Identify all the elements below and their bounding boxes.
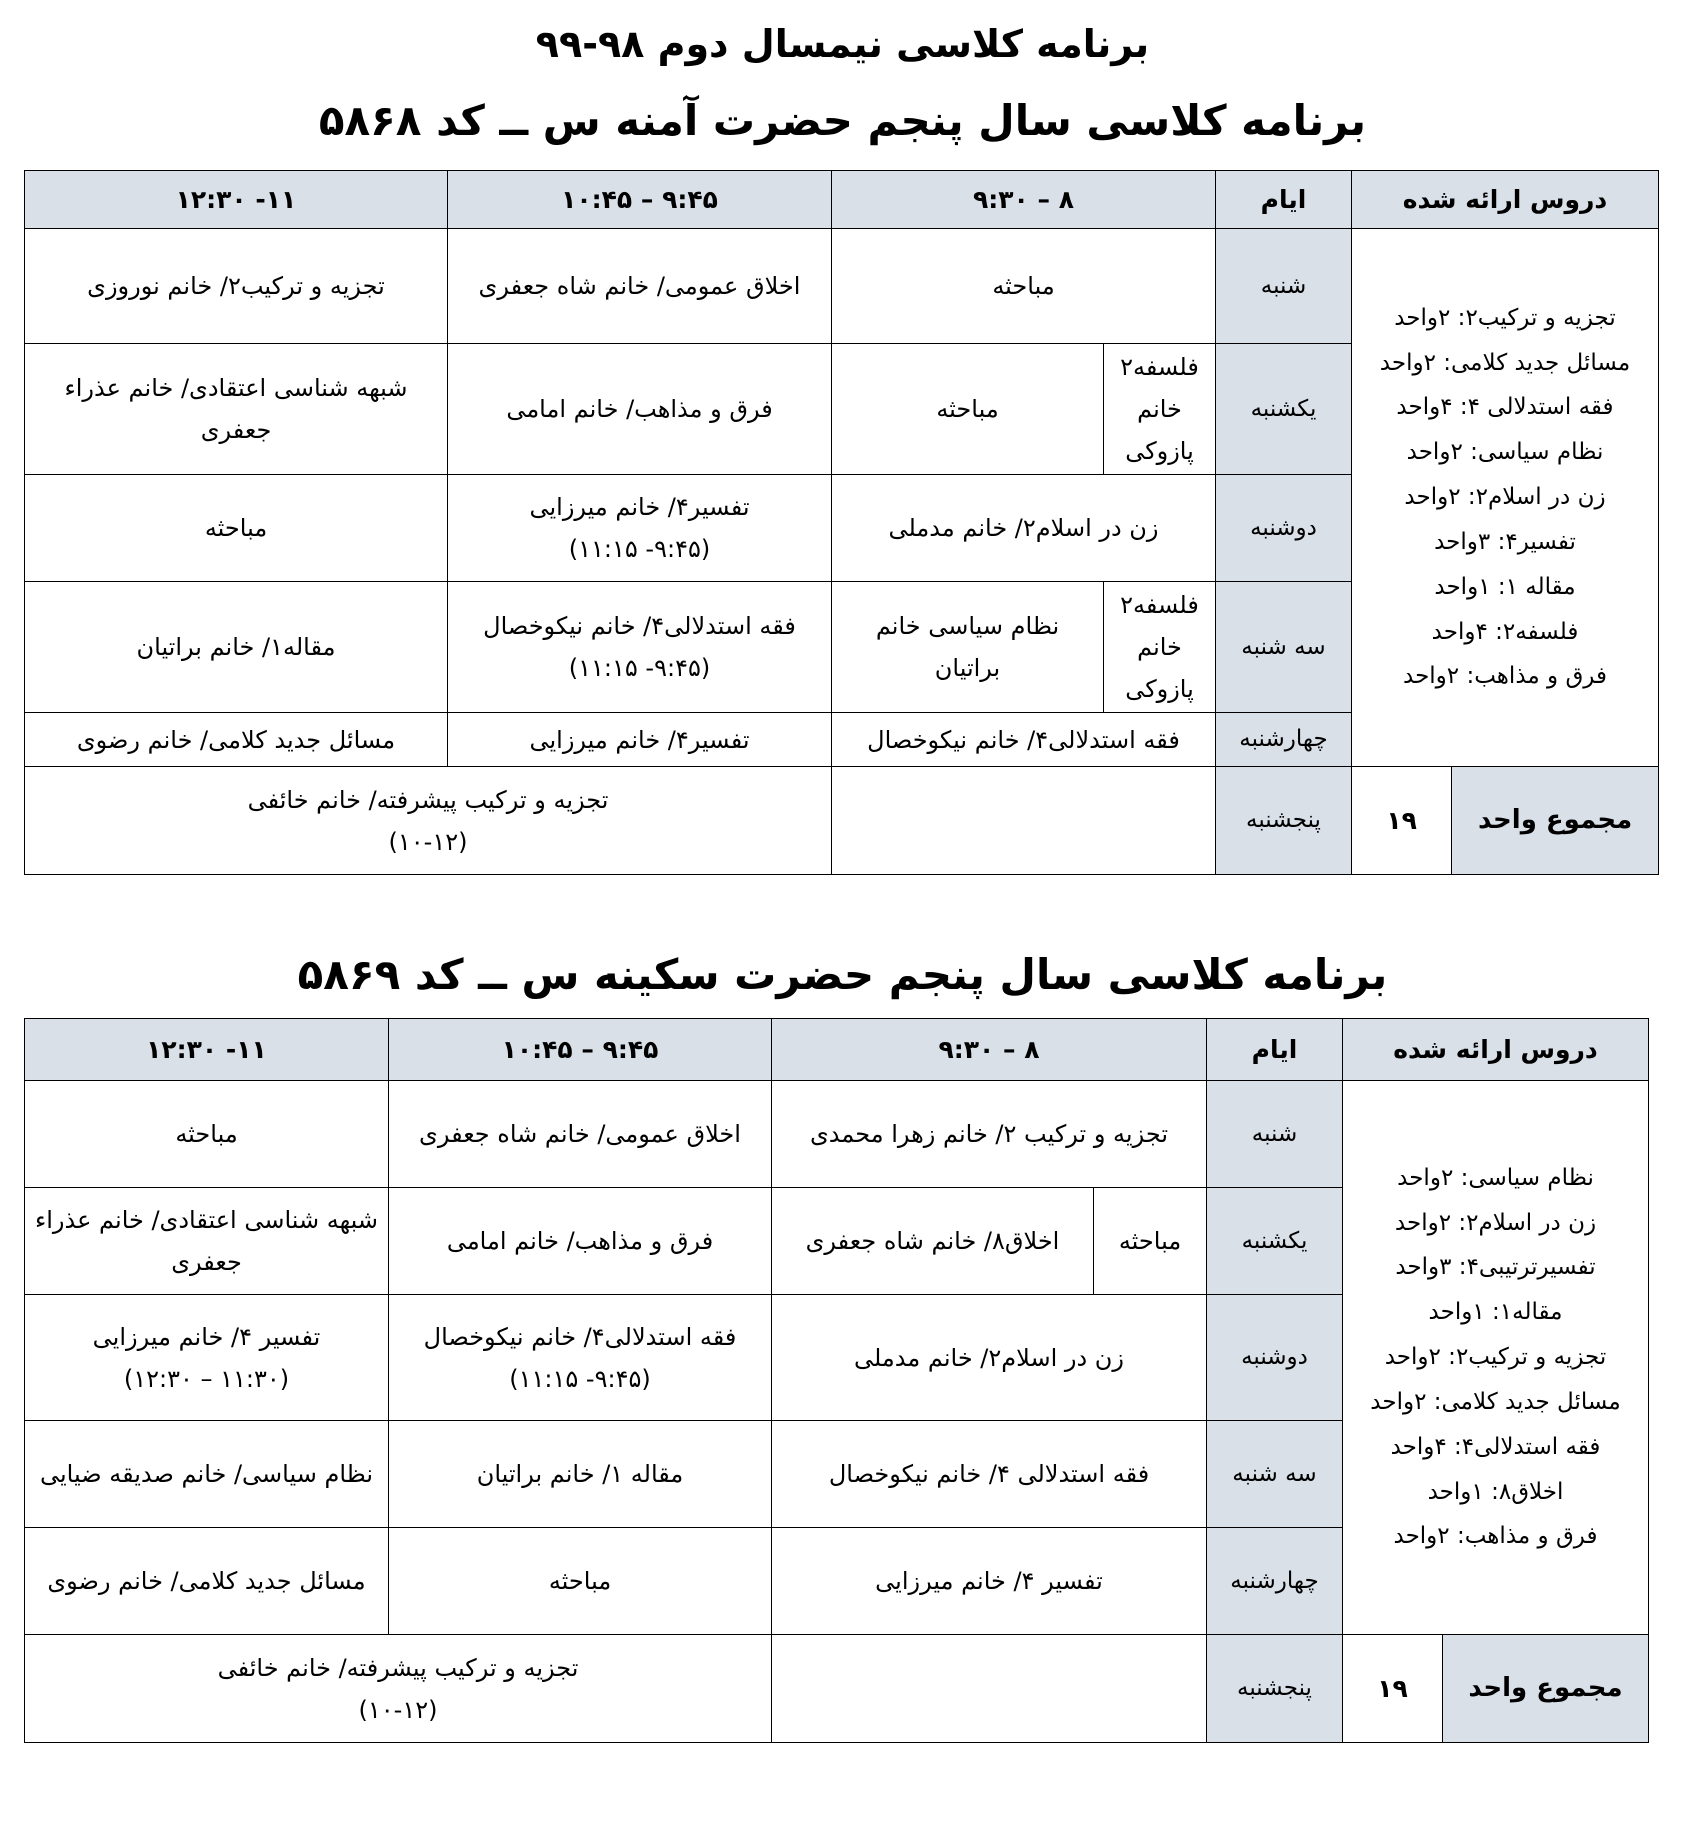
course-item: مسائل جدید کلامی: ۲واحد (1379, 349, 1631, 376)
class-cell (25, 767, 832, 875)
class-cell: نظام سیاسی خانم براتیان (832, 582, 1104, 713)
class-cell: شبهه شناسی اعتقادی/ خانم عذراء جعفری (25, 344, 448, 475)
course-item: تجزیه و ترکیب۲: ۲واحد (1394, 304, 1616, 331)
course-item: مقاله ۱: ۱واحد (1434, 573, 1576, 600)
course-item: اخلاق۸: ۱واحد (1427, 1478, 1564, 1505)
class-cell: مباحثه (832, 344, 1104, 475)
class-text: فقه استدلالی۴/ خانم نیکوخصال (423, 1322, 737, 1351)
course-item: فقه استدلالی۴: ۴واحد (1390, 1433, 1601, 1460)
courses-header: دروس ارائه شده (1352, 171, 1659, 229)
course-item: تفسیر۴: ۳واحد (1434, 528, 1576, 555)
day-monday: دوشنبه (1207, 1295, 1343, 1421)
class-cell (448, 475, 832, 582)
class-cell (389, 1295, 772, 1421)
course-item: نظام سیاسی: ۲واحد (1406, 439, 1604, 466)
slot2-header: ۹:۴۵ – ۱۰:۴۵ (389, 1019, 772, 1081)
class-cell: فلسفه۲ خانم پازوکی (1104, 582, 1216, 713)
class-time: (۱۰-۱۲) (358, 1695, 438, 1724)
class-cell: اخلاق عمومی/ خانم شاه جعفری (389, 1081, 772, 1188)
course-item: نظام سیاسی: ۲واحد (1397, 1164, 1594, 1191)
class-cell: زن در اسلام۲/ خانم مدملی (772, 1295, 1207, 1421)
class-cell: اخلاق۸/ خانم شاه جعفری (772, 1188, 1094, 1295)
slot3-header: ۱۱- ۱۲:۳۰ (25, 171, 448, 229)
class-cell: فلسفه۲ خانم پازوکی (1104, 344, 1216, 475)
course-item: مسائل جدید کلامی: ۲واحد (1370, 1388, 1621, 1415)
class-time: (۹:۴۵- ۱۱:۱۵) (568, 535, 711, 563)
day-thursday: پنجشنبه (1216, 767, 1352, 875)
day-tuesday: سه شنبه (1216, 582, 1352, 713)
class-cell (25, 1635, 772, 1743)
class-cell: مباحثه (389, 1528, 772, 1635)
slot1-header: ۸ – ۹:۳۰ (772, 1019, 1207, 1081)
day-saturday: شنبه (1207, 1081, 1343, 1188)
day-wednesday: چهارشنبه (1216, 713, 1352, 767)
day-monday: دوشنبه (1216, 475, 1352, 582)
schedule1-table (24, 170, 1659, 875)
class-cell: فقه استدلالی ۴/ خانم نیکوخصال (772, 1421, 1207, 1528)
class-cell: تجزیه و ترکیب ۲/ خانم زهرا محمدی (772, 1081, 1207, 1188)
class-cell: فقه استدلالی۴/ خانم نیکوخصال (832, 713, 1216, 767)
total-inner (1352, 767, 1658, 874)
total-cell (1343, 1635, 1649, 1743)
day-wednesday: چهارشنبه (1207, 1528, 1343, 1635)
course-item: تجزیه و ترکیب۲: ۲واحد (1384, 1344, 1607, 1371)
header-row (25, 171, 1659, 229)
day-thursday: پنجشنبه (1207, 1635, 1343, 1743)
course-item: زن در اسلام۲: ۲واحد (1394, 1209, 1597, 1236)
class-cell: مباحثه (832, 229, 1216, 344)
class-cell: مسائل جدید کلامی/ خانم رضوی (25, 1528, 389, 1635)
class-cell: مباحثه (1094, 1188, 1207, 1295)
courses-list-cell (1352, 229, 1659, 767)
class-text: فقه استدلالی۴/ خانم نیکوخصال (483, 612, 796, 640)
slot2-header: ۹:۴۵ – ۱۰:۴۵ (448, 171, 832, 229)
class-cell: تفسیر۴/ خانم میرزایی (448, 713, 832, 767)
total-value: ۱۹ (1377, 1673, 1408, 1703)
header-row (25, 1019, 1649, 1081)
class-cell: مباحثه (25, 475, 448, 582)
class-text: تجزیه و ترکیب پیشرفته/ خانم خائفی (217, 1653, 579, 1682)
course-item: تفسیرترتیبی۴: ۳واحد (1395, 1254, 1596, 1281)
class-cell: اخلاق عمومی/ خانم شاه جعفری (448, 229, 832, 344)
class-cell: تجزیه و ترکیب۲/ خانم نوروزی (25, 229, 448, 344)
class-time: (۹:۴۵- ۱۱:۱۵) (568, 654, 711, 682)
class-cell: فرق و مذاهب/ خانم امامی (389, 1188, 772, 1295)
class-cell (772, 1635, 1207, 1743)
days-header: ایام (1207, 1019, 1343, 1081)
slot1-header: ۸ – ۹:۳۰ (832, 171, 1216, 229)
days-header: ایام (1216, 171, 1352, 229)
schedule1-title: برنامه کلاسی سال پنجم حضرت آمنه س ــ کد ۵۸۶۸ (318, 96, 1367, 145)
table-row (25, 1635, 1649, 1743)
courses-header: دروس ارائه شده (1343, 1019, 1649, 1081)
class-cell: مباحثه (25, 1081, 389, 1188)
class-cell: تفسیر ۴/ خانم میرزایی (772, 1528, 1207, 1635)
class-text: تفسیر۴/ خانم میرزایی (529, 493, 750, 521)
class-cell: نظام سیاسی/ خانم صدیقه ضیایی (25, 1421, 389, 1528)
class-cell: زن در اسلام۲/ خانم مدملی (832, 475, 1216, 582)
table-row (25, 1081, 1649, 1188)
schedule2-table (24, 1018, 1649, 1743)
total-inner (1343, 1635, 1648, 1742)
day-sunday: یکشنبه (1216, 344, 1352, 475)
class-cell: مقاله۱/ خانم براتیان (25, 582, 448, 713)
total-cell (1352, 767, 1659, 875)
class-time: (۹:۴۵- ۱۱:۱۵) (509, 1364, 651, 1393)
class-cell: فرق و مذاهب/ خانم امامی (448, 344, 832, 475)
day-sunday: یکشنبه (1207, 1188, 1343, 1295)
course-item: فرق و مذاهب: ۲واحد (1393, 1523, 1598, 1550)
course-item: فلسفه۲: ۴واحد (1431, 618, 1579, 645)
schedule2-title: برنامه کلاسی سال پنجم حضرت سکینه س ــ کد ۵۸۶۹ (297, 950, 1388, 999)
class-time: (۱۰-۱۲) (388, 827, 468, 856)
course-item: فرق و مذاهب: ۲واحد (1403, 663, 1607, 690)
class-cell: شبهه شناسی اعتقادی/ خانم عذراء جعفری (25, 1188, 389, 1295)
total-label: مجموع واحد (1442, 1635, 1648, 1742)
course-item: فقه استدلالی ۴: ۴واحد (1396, 394, 1614, 421)
total-value: ۱۹ (1386, 805, 1417, 835)
day-saturday: شنبه (1216, 229, 1352, 344)
page-title: برنامه کلاسی نیمسال دوم ۹۸-۹۹ (535, 22, 1150, 66)
class-text: تفسیر ۴/ خانم میرزایی (92, 1322, 321, 1351)
class-cell (832, 767, 1216, 875)
class-time: (۱۱:۳۰ – ۱۲:۳۰) (123, 1364, 290, 1393)
class-cell: مقاله ۱/ خانم براتیان (389, 1421, 772, 1528)
class-cell (25, 1295, 389, 1421)
class-text: تجزیه و ترکیب پیشرفته/ خانم خائفی (247, 785, 609, 814)
course-item: زن در اسلام۲: ۲واحد (1404, 484, 1606, 511)
courses-list-cell (1343, 1081, 1649, 1635)
class-cell (448, 582, 832, 713)
course-item: مقاله۱: ۱واحد (1428, 1299, 1563, 1326)
table-row (25, 767, 1659, 875)
slot3-header: ۱۱- ۱۲:۳۰ (25, 1019, 389, 1081)
total-label: مجموع واحد (1452, 767, 1658, 874)
class-cell: مسائل جدید کلامی/ خانم رضوی (25, 713, 448, 767)
day-tuesday: سه شنبه (1207, 1421, 1343, 1528)
table-row (25, 229, 1659, 344)
